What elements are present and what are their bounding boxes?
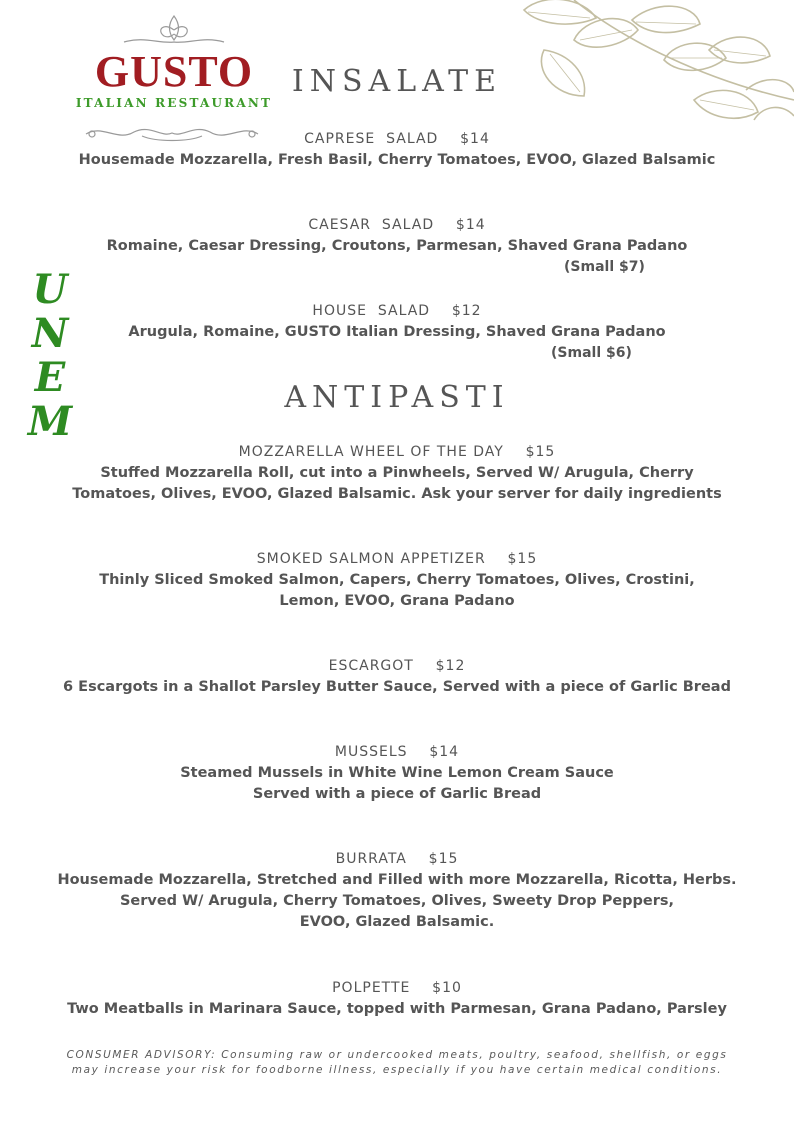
menu-letter: E xyxy=(34,354,66,401)
item-description: Stuffed Mozzarella Roll, cut into a Pinwheels, Served W/ Arugula, Cherry Tomatoes, Olives, EVOO, Glazed Balsamic. Ask your server for daily ingredients xyxy=(72,465,722,502)
item-small-price: (Small $7) xyxy=(564,259,645,275)
menu-item-polpette xyxy=(0,977,794,1020)
item-description: Arugula, Romaine, GUSTO Italian Dressing, Shaved Grana Padano xyxy=(128,324,666,340)
item-name: CAPRESE SALAD $14 xyxy=(304,131,490,147)
section-title-antipasti: ANTIPASTI xyxy=(284,380,510,415)
item-description: Housemade Mozzarella, Stretched and Filled with more Mozzarella, Ricotta, Herbs. Served W/ Arugula, Cherry Tomatoes, Olives, Sweety Drop Peppers, EVOO, Glazed Balsamic. xyxy=(57,872,737,930)
item-description: Housemade Mozzarella, Fresh Basil, Cherry Tomatoes, EVOO, Glazed Balsamic xyxy=(78,152,716,168)
item-description: Two Meatballs in Marinara Sauce, topped with Parmesan, Grana Padano, Parsley xyxy=(67,1001,727,1017)
restaurant-name: GUSTO xyxy=(94,47,254,96)
section-title-insalate: INSALATE xyxy=(291,64,503,99)
item-small-price: (Small $6) xyxy=(551,345,632,361)
item-description: Romaine, Caesar Dressing, Croutons, Parmesan, Shaved Grana Padano xyxy=(106,238,688,254)
item-name: SMOKED SALMON APPETIZER $15 xyxy=(256,551,538,567)
menu-item-mozzarella-wheel xyxy=(0,441,794,505)
item-description: Thinly Sliced Smoked Salmon, Capers, Cherry Tomatoes, Olives, Crostini, Lemon, EVOO, Grana Padano xyxy=(99,572,695,609)
item-description: Steamed Mussels in White Wine Lemon Cream Sauce Served with a piece of Garlic Bread xyxy=(180,765,614,802)
menu-item-caesar-salad xyxy=(0,214,794,278)
item-name: POLPETTE $10 xyxy=(332,980,462,996)
consumer-advisory: CONSUMER ADVISORY: Consuming raw or undercooked meats, poultry, seafood, shellfish, or eggs may increase your risk for foodborne illness, especially if you have certain medical conditions. xyxy=(66,1049,728,1076)
menu-item-burrata xyxy=(0,848,794,933)
item-name: MOZZARELLA WHEEL OF THE DAY $15 xyxy=(238,444,556,460)
item-name: BURRATA $15 xyxy=(335,851,459,867)
menu-item-caprese-salad xyxy=(0,128,794,171)
menu-letter: N xyxy=(31,310,69,357)
menu-letter: M xyxy=(27,398,73,445)
item-name: MUSSELS $14 xyxy=(334,744,460,760)
restaurant-subtitle: ITALIAN RESTAURANT xyxy=(75,96,273,110)
item-name: CAESAR SALAD $14 xyxy=(308,217,486,233)
menu-item-mussels xyxy=(0,741,794,805)
fleur-de-lis-ornament-icon xyxy=(120,14,228,48)
menu-item-smoked-salmon xyxy=(0,548,794,612)
menu-item-escargot xyxy=(0,655,794,698)
item-name: HOUSE SALAD $12 xyxy=(312,303,482,319)
item-name: ESCARGOT $12 xyxy=(328,658,466,674)
menu-item-house-salad xyxy=(0,300,794,364)
menu-letter: U xyxy=(32,266,68,313)
item-description: 6 Escargots in a Shallot Parsley Butter Sauce, Served with a piece of Garlic Bread xyxy=(63,679,731,695)
